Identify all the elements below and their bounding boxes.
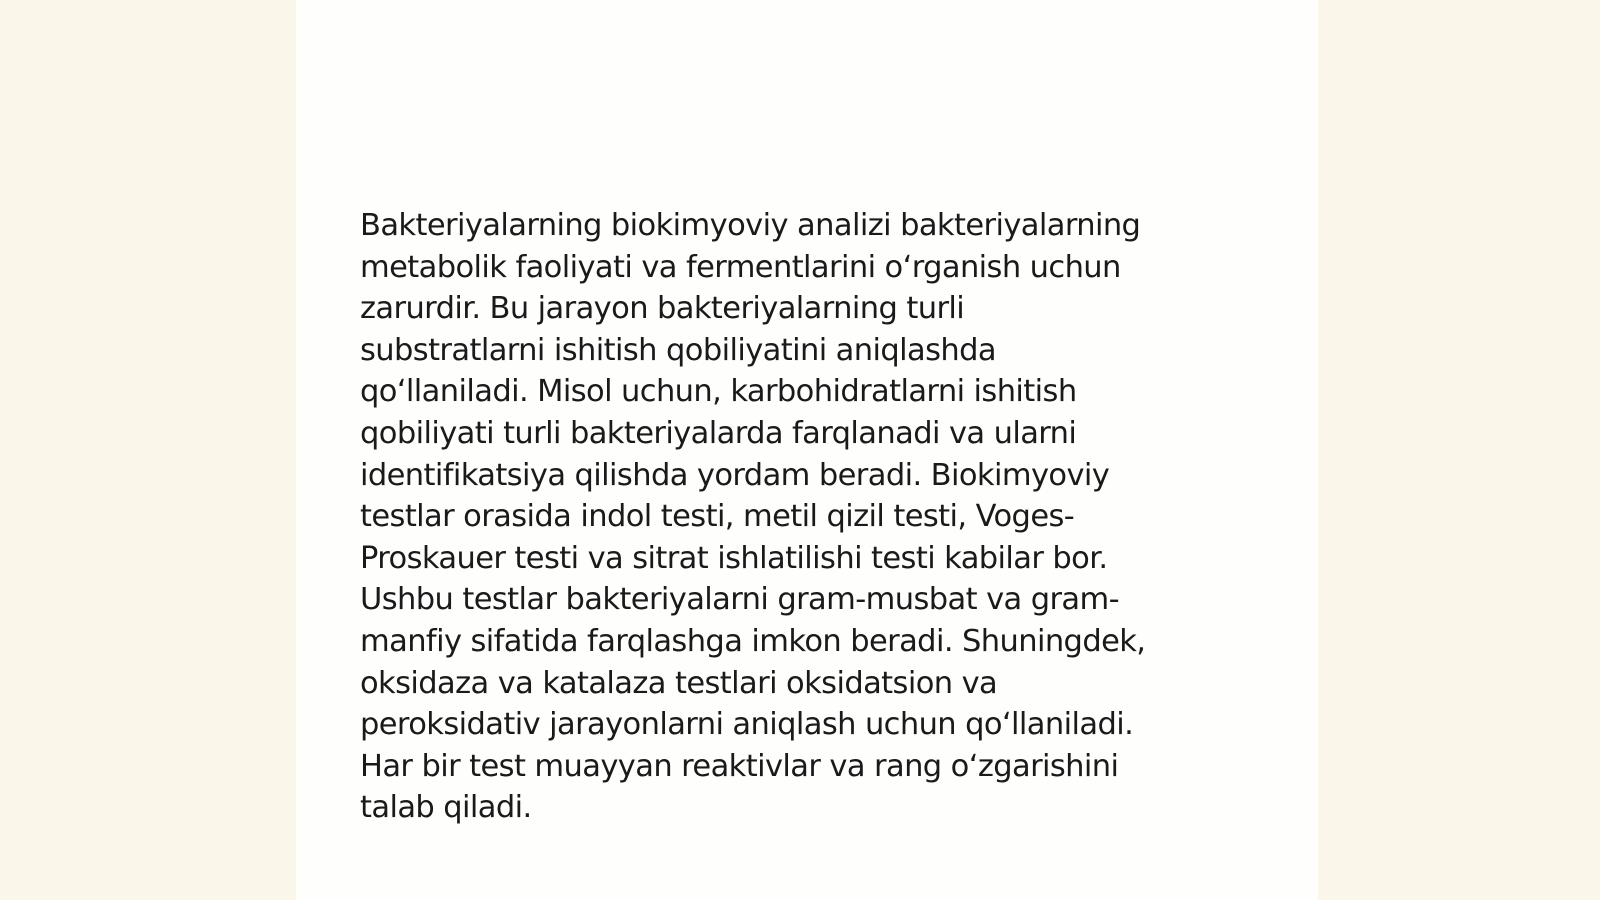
paragraph-line: Proskauer testi va sitrat ishlatilishi testi kabilar bor.	[360, 540, 1108, 576]
paragraph-line: qoʻllaniladi. Misol uchun, karbohidratlarni ishitish	[360, 374, 1077, 410]
paragraph-line: identifikatsiya qilishda yordam beradi. Biokimyoviy	[360, 457, 1110, 493]
paragraph-line: Har bir test muayyan reaktivlar va rang oʻzgarishini	[360, 748, 1119, 784]
paragraph-line: Ushbu testlar bakteriyalarni gram-musbat va gram-	[360, 582, 1120, 618]
paragraph-line: peroksidativ jarayonlarni aniqlash uchun qoʻllaniladi.	[360, 707, 1134, 743]
paragraph-line: qobiliyati turli bakteriyalarda farqlanadi va ularni	[360, 415, 1077, 451]
paragraph-line: oksidaza va katalaza testlari oksidatsion va	[360, 665, 998, 701]
paragraph-line: substratlarni ishitish qobiliyatini aniqlashda	[360, 332, 996, 368]
paragraph-line: manfiy sifatida farqlashga imkon beradi. Shuningdek,	[360, 623, 1146, 659]
slide-canvas	[296, 0, 1318, 900]
body-paragraph	[360, 205, 1240, 829]
paragraph-line: zarurdir. Bu jarayon bakteriyalarning turli	[360, 291, 965, 327]
paragraph-line: Bakteriyalarning biokimyoviy analizi bakteriyalarning	[360, 208, 1141, 243]
paragraph-line: testlar orasida indol testi, metil qizil testi, Voges-	[360, 499, 1075, 535]
paragraph-line: metabolik faoliyati va fermentlarini oʻrganish uchun	[360, 249, 1121, 285]
paragraph-line: talab qiladi.	[360, 790, 532, 826]
